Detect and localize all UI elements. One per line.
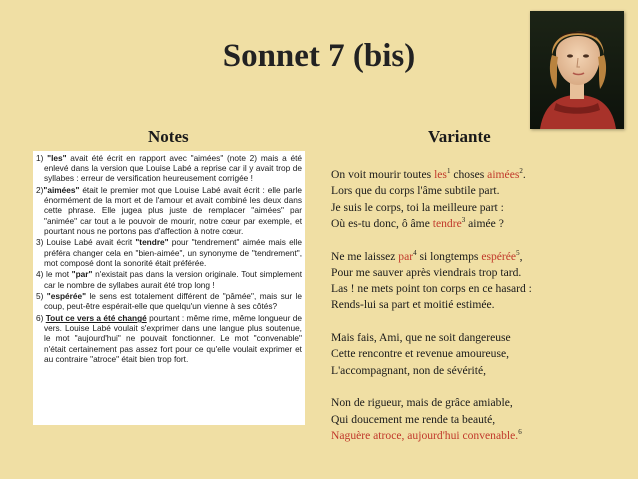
note-item: 4) le mot "par" n'existait pas dans la version originale. Tout simplement car le nombre de syllabes aurait été trop long ! (36, 269, 302, 290)
poem-line: On voit mourir toutes les$^1$ choses aimées$^2$. (331, 167, 526, 181)
poem-line: Non de rigueur, mais de grâce amiable, (331, 396, 513, 410)
note-item: 2)"aimées" était le premier mot que Louise Labé avait écrit : elle parle énormément de la mort et de l'amour et avait combiné les deux dans cette phrase. Elle jugea plus juste de remplacer "aimées" par "animée" car tout a le pouvoir de mourir, notre cœur par exemple, et pourtant nous ne portons pas d'affection à notre cœur. (36, 185, 302, 236)
poem-line: L'accompagnant, non de sévérité, (331, 363, 486, 377)
poem-line: Las ! ne mets point ton corps en ce hasard : (331, 282, 532, 296)
poem-line: Je suis le corps, toi la meilleure part : (331, 200, 504, 214)
note-item: 1) "les" avait été écrit en rapport avec "aimées" (note 2) mais a été enlevé dans la version que Louise Labé a reprise car il y avait trop de syllabes : erreur de versification heureusement corrigée ! (36, 153, 302, 184)
note-item: 3) Louise Labé avait écrit "tendre" pour "tendrement" aimée mais elle préféra changer cela en "bien-aimée", un synonyme de "tendrement", mot composé dont la sonorité était préférée. (36, 237, 302, 268)
poem-line: Cette rencontre et revenue amoureuse, (331, 347, 510, 361)
poem-line: Qui doucement me rende ta beauté, (331, 412, 496, 426)
poem-line: Pour me sauver après viendrais trop tard. (331, 265, 522, 279)
stanza-2 (331, 249, 631, 314)
poem-variant (331, 167, 631, 461)
note-item: 5) "espérée" le sens est totalement différent de "pâmée", mais sur le coup, peut-être espérait-elle que quelqu'un vienne à ses côtés? (36, 291, 303, 312)
poem-line: Rends-lui sa part et moitié estimée. (331, 298, 495, 312)
poem-line: Mais fais, Ami, que ne soit dangereuse (331, 331, 511, 345)
note-item: 6) Tout ce vers a été changé pourtant : même rime, même longueur de vers. Louise Labé voulait s'exprimer dans une langue plus soutenue, le mot "aujourd'hui" ne pouvait fonctionner. Le mot "convenable" n'était certainement pas assez fort pour ce qu'elle voulait exprimer et au contraire "atroce" était bien trop fort. (36, 313, 302, 364)
stanza-1 (331, 167, 631, 232)
poem-line: Naguère atroce, aujourd'hui convenable.$^6$ (331, 428, 522, 443)
stanza-4 (331, 395, 631, 444)
page-title: Sonnet 7 (bis) (222, 38, 416, 74)
notes-heading: Notes (148, 127, 189, 146)
notes-box (33, 151, 305, 425)
variante-heading: Variante (428, 127, 491, 146)
stanza-3 (331, 330, 631, 379)
portrait-image (530, 11, 624, 129)
poem-line: Où es-tu donc, ô âme tendre$^3$ aimée ? (331, 215, 504, 230)
poem-line: Ne me laissez par$^4$ si longtemps espérée$^5$, (331, 248, 523, 263)
poem-line: Lors que du corps l'âme subtile part. (331, 184, 500, 198)
